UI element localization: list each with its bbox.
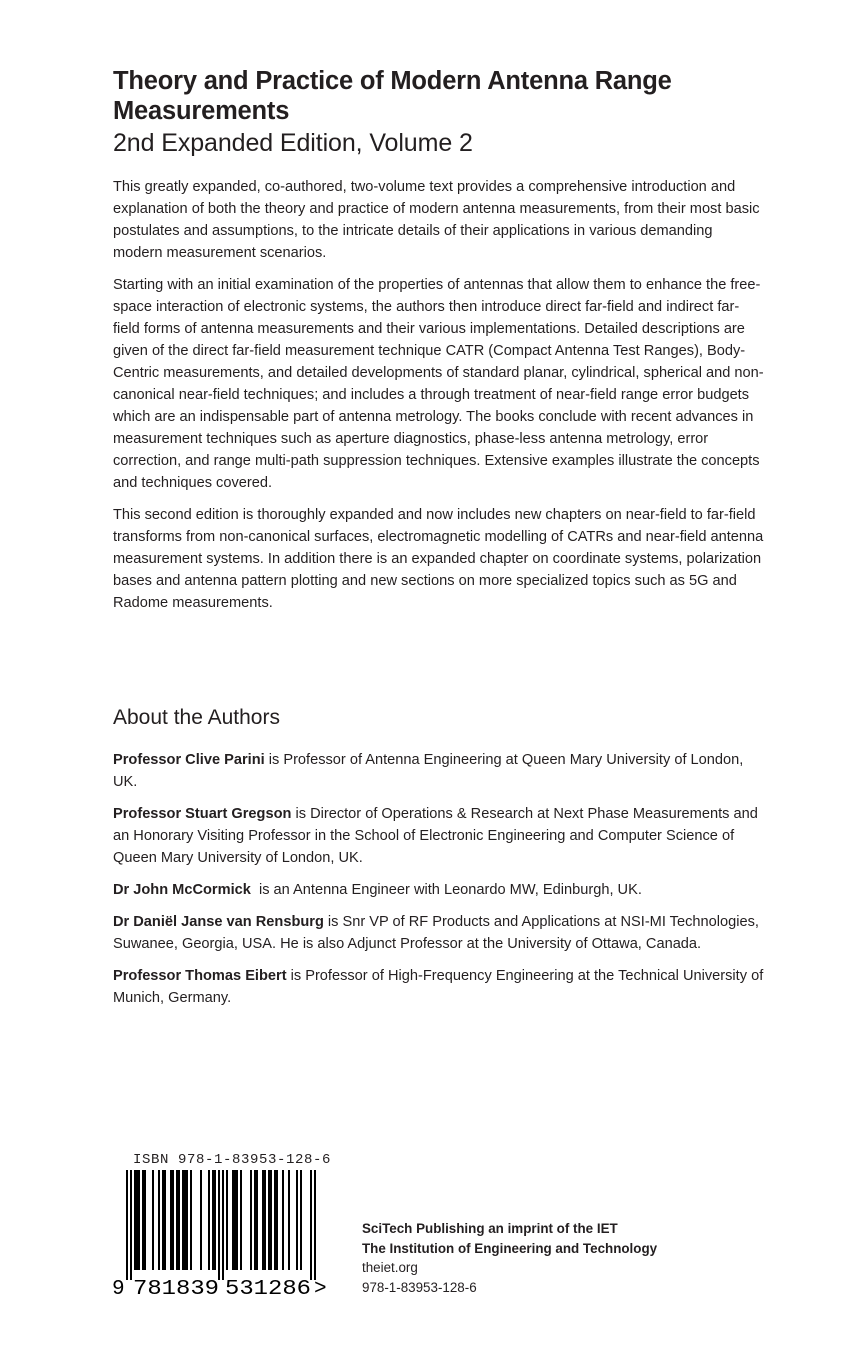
author-name: Dr Daniël Janse van Rensburg <box>113 914 324 930</box>
author-list <box>113 749 768 1019</box>
barcode-guard-bar <box>310 1170 312 1280</box>
publisher-institution: The Institution of Engineering and Technology <box>362 1240 658 1256</box>
barcode-guard-bar <box>218 1170 220 1280</box>
book-subtitle: 2nd Expanded Edition, Volume 2 <box>113 129 473 157</box>
barcode-bar <box>176 1170 178 1270</box>
barcode-bar <box>232 1170 234 1270</box>
barcode-bar <box>234 1170 236 1270</box>
author-bio: is Snr VP of RF Products and Applications at NSI-MI Technologies, Suwanee, Georgia, USA. He is also Adjunct Professor at the University of Ottawa, Canada. <box>113 914 759 952</box>
barcode-bar <box>136 1170 138 1270</box>
barcode-bar <box>190 1170 192 1270</box>
barcode-bar <box>288 1170 290 1270</box>
barcode-bar <box>264 1170 266 1270</box>
publisher-info <box>362 1219 657 1297</box>
barcode-bar <box>240 1170 242 1270</box>
barcode-bar <box>262 1170 264 1270</box>
about-authors-heading: About the Authors <box>113 706 280 729</box>
barcode-digit-first: 9 <box>112 1278 125 1298</box>
author-entry <box>113 749 768 793</box>
barcode-bar <box>162 1170 164 1270</box>
description-paragraph-1: This greatly expanded, co-authored, two-volume text provides a comprehensive introduction and explanation of both the theory and practice of modern antenna measurements, from their most basic postulates and assumptions, to the intricate details of their applications in various demanding modern measurement scenarios. <box>113 179 760 261</box>
author-name: Professor Clive Parini <box>113 752 265 768</box>
publisher-imprint: SciTech Publishing an imprint of the IET <box>362 1221 618 1236</box>
barcode-bar <box>182 1170 184 1270</box>
barcode-guard-bar <box>222 1170 224 1280</box>
barcode-bar <box>142 1170 144 1270</box>
barcode-bar <box>164 1170 166 1270</box>
barcode-chevron: > <box>314 1278 327 1298</box>
barcode-bar <box>268 1170 270 1270</box>
barcode-guard-bar <box>126 1170 128 1280</box>
barcode-bar <box>250 1170 252 1270</box>
author-entry <box>113 965 768 1009</box>
barcode-bar <box>178 1170 180 1270</box>
barcode-bar <box>184 1170 186 1270</box>
barcode-bar <box>172 1170 174 1270</box>
author-name: Professor Stuart Gregson <box>113 806 292 822</box>
book-description <box>113 176 765 614</box>
barcode-icon <box>112 1170 328 1298</box>
barcode-bar <box>214 1170 216 1270</box>
barcode-digits-right: 531286 <box>225 1278 311 1298</box>
barcode-bar <box>276 1170 278 1270</box>
barcode-bar <box>144 1170 146 1270</box>
barcode-bar <box>186 1170 188 1270</box>
barcode-bar <box>170 1170 172 1270</box>
author-entry <box>113 911 768 955</box>
author-bio: is Professor of Antenna Engineering at Queen Mary University of London, UK. <box>113 752 744 790</box>
barcode-bar <box>208 1170 210 1270</box>
barcode-bar <box>282 1170 284 1270</box>
author-bio: is Director of Operations & Research at Next Phase Measurements and an Honorary Visiting Professor in the School of Electronic Engineering and Computer Science of Queen Mary University of London, UK. <box>113 806 758 866</box>
barcode-bar <box>158 1170 160 1270</box>
barcode-bar <box>256 1170 258 1270</box>
barcode-bar <box>212 1170 214 1270</box>
author-name: Dr John McCormick <box>113 882 251 898</box>
author-bio: is an Antenna Engineer with Leonardo MW, Edinburgh, UK. <box>250 882 642 898</box>
author-name: Professor Thomas Eibert <box>113 968 287 984</box>
description-paragraph-2: Starting with an initial examination of the properties of antennas that allow them to enhance the free-space interaction of electronic systems, the authors then introduce direct far-field and indirect far-field forms of antenna measurements and their various implementations. Detailed descriptions are given of the direct far-field measurement technique CATR (Compact Antenna Test Ranges), Body-Centric measurements, and detailed developments of standard planar, cylindrical, spherical and non-canonical near-field techniques; and includes a through treatment of near-field range error budgets which are an indispensable part of antenna metrology. The books conclude with recent advances in measurement techniques such as aperture diagnostics, phase-less antenna metrology, error correction, and range multi-path suppression techniques. Extensive examples illustrate the concepts and techniques covered. <box>113 277 764 491</box>
author-entry <box>113 803 768 869</box>
barcode-bar <box>226 1170 228 1270</box>
barcode-digits-left: 781839 <box>133 1278 219 1298</box>
publisher-website: theiet.org <box>362 1260 418 1275</box>
author-entry <box>113 879 768 901</box>
barcode-bar <box>254 1170 256 1270</box>
isbn-label: ISBN 978-1-83953-128-6 <box>133 1152 332 1168</box>
barcode-bar <box>236 1170 238 1270</box>
author-bio: is Professor of High-Frequency Engineering at the Technical University of Munich, Germany. <box>113 968 764 1006</box>
barcode-bar <box>296 1170 298 1270</box>
publisher-isbn: 978-1-83953-128-6 <box>362 1279 477 1295</box>
barcode-bar <box>200 1170 202 1270</box>
barcode-bar <box>274 1170 276 1270</box>
barcode-guard-bar <box>130 1170 132 1280</box>
barcode-bar <box>300 1170 302 1270</box>
book-title: Theory and Practice of Modern Antenna Range Measurements <box>113 67 672 125</box>
barcode-bar <box>152 1170 154 1270</box>
barcode-bar <box>270 1170 272 1270</box>
barcode-guard-bar <box>314 1170 316 1280</box>
back-cover <box>113 66 765 624</box>
barcode-bar <box>134 1170 136 1270</box>
description-paragraph-3: This second edition is thoroughly expanded and now includes new chapters on near-field to far-field transforms from non-canonical surfaces, electromagnetic modelling of CATRs and near-field antenna measurement systems. In addition there is an expanded chapter on coordinate systems, polarization bases and antenna pattern plotting and new sections on more specialized topics such as 5G and Radome measurements. <box>113 507 764 611</box>
barcode-bar <box>138 1170 140 1270</box>
